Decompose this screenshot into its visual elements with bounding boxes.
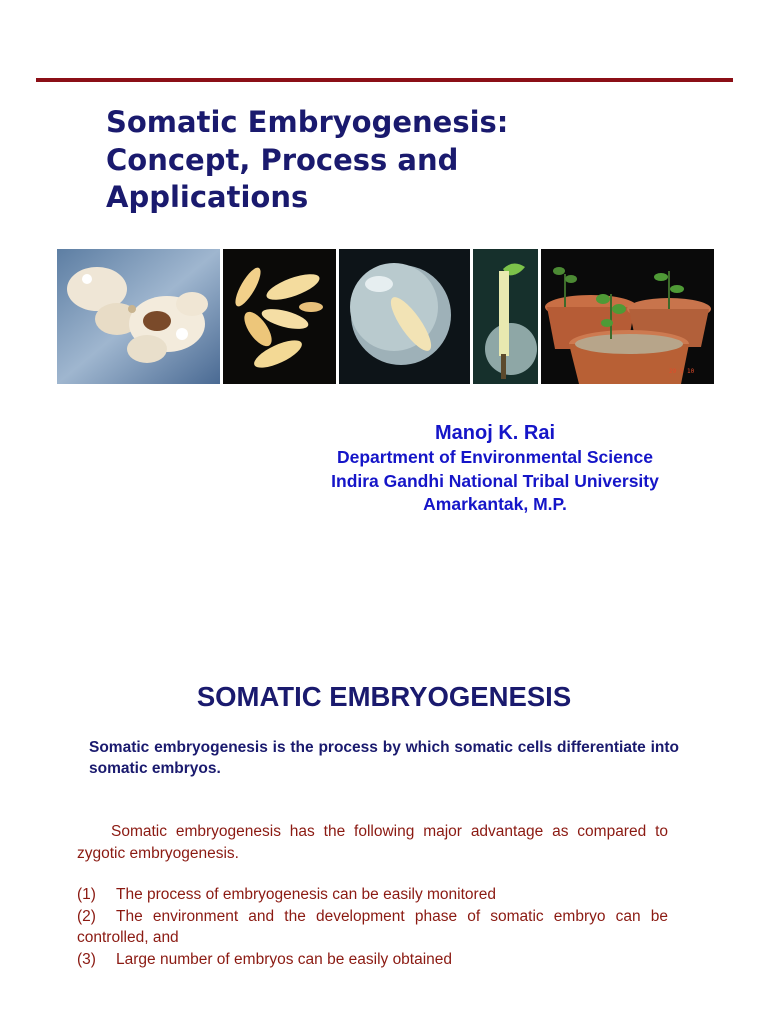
title-line-3: Applications — [106, 180, 309, 214]
section-title: SOMATIC EMBRYOGENESIS — [196, 681, 572, 712]
list-item — [77, 884, 668, 906]
author-department: Department of Environmental Science — [336, 447, 654, 467]
advantage-intro: Somatic embryogenesis has the following major advantage as compared to zygotic embryogenesis. — [77, 823, 668, 862]
list-item-text: The environment and the development phase of somatic embryo can be controlled, and — [77, 907, 668, 946]
photo-encapsulated-embryo — [339, 249, 470, 384]
author-name: Manoj K. Rai — [434, 422, 555, 444]
author-block — [300, 420, 690, 517]
title-line-1: Somatic Embryogenesis: — [106, 105, 509, 139]
definition-text: Somatic embryogenesis is the process by which somatic cells differentiate into somatic embryos. — [89, 739, 679, 777]
photo-date-stamp: 29 5 10 — [669, 368, 695, 375]
advantage-list — [77, 884, 668, 970]
photo-germinating-embryo — [473, 249, 538, 384]
header-rule — [36, 78, 733, 82]
list-item-number: (2) — [77, 907, 96, 925]
photo-strip — [57, 249, 714, 384]
author-location: Amarkantak, M.P. — [423, 494, 567, 514]
page-title — [106, 104, 706, 217]
author-university: Indira Gandhi National Tribal University — [331, 470, 659, 491]
title-line-2: Concept, Process and — [106, 142, 459, 177]
photo-callus-clusters — [57, 249, 220, 384]
list-item — [77, 906, 668, 949]
list-item-text: The process of embryogenesis can be easily monitored — [116, 886, 496, 903]
list-item-number: (3) — [77, 950, 96, 968]
photo-potted-plantlets — [541, 249, 714, 384]
advantage-block — [77, 821, 668, 970]
list-item-text: Large number of embryos can be easily obtained — [116, 950, 453, 968]
photo-isolated-embryos — [223, 249, 336, 384]
list-item — [77, 949, 668, 971]
list-item-number: (1) — [77, 886, 96, 903]
